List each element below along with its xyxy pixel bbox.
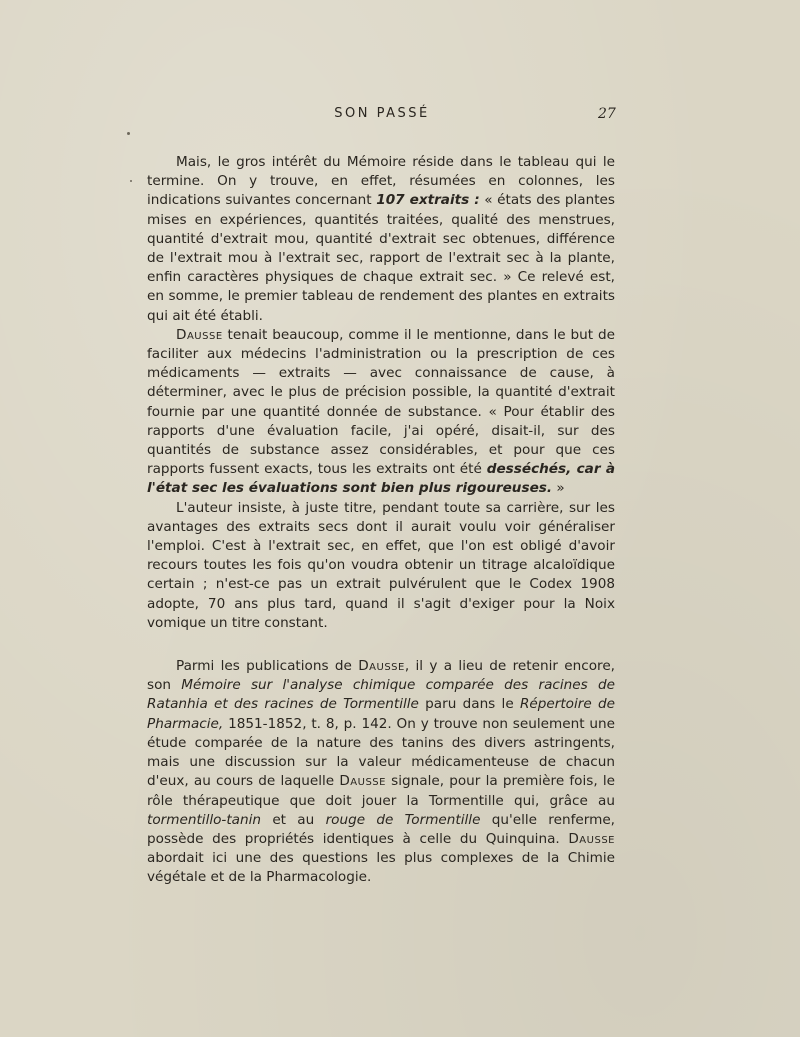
author-name: Dausse (568, 830, 615, 847)
author-name: Dausse (339, 773, 386, 790)
author-name: Dausse (176, 326, 223, 343)
author-name: Dausse (358, 658, 405, 675)
work-title: Mémoire sur l'analyse chimique comparée des racines de Ratanhia et des racines de Tormentille (147, 677, 615, 713)
journal-title: Répertoire de Pharmacie, (147, 696, 615, 732)
paragraph-2: Dausse tenait beaucoup, comme il le mentionne, dans le but de faciliter aux médecins l'administration ou la prescription de ces médicaments — extraits — avec connaissance de cause, à déterminer, avec le plus de précision possible, la quantité d'extrait fournie par une quantité donnée de substance. « Pour établir des rapports d'une évaluation facile, j'ai opéré, disait-il, sur des quantités de substance assez considérables, et pour que ces rapports fussent exacts, tous les extraits ont été desséchés, car à l'état sec les évaluations sont bien plus rigoureuses. » (147, 326, 615, 497)
text-body (147, 153, 615, 888)
paragraph-4: Parmi les publications de Dausse, il y a lieu de retenir encore, son Mémoire sur l'analyse chimique comparée des racines de Ratanhia et des racines de Tormentille paru dans le Répertoire de Pharmacie, 1851-1852, t. 8, p. 142. On y trouve non seulement une étude comparée de la nature des tanins des divers astringents, mais une discussion sur la valeur médicamenteuse de chacun d'eux, au cours de laquelle Dausse signale, pour la première fois, le rôle thérapeutique que doit jouer la Tormentille qui, grâce au tormentillo-tanin et au rouge de Tormentille qu'elle renferme, possède des propriétés identiques à celle du Quinquina. Dausse abordait ici une des questions les plus complexes de la Chimie végétale et de la Pharmacologie. (147, 658, 616, 886)
paper-speck (127, 132, 130, 135)
paragraph-3: L'auteur insiste, à juste titre, pendant toute sa carrière, sur les avantages des extraits secs dont il aurait voulu voir généraliser l'emploi. C'est à l'extrait sec, en effet, que l'on est obligé d'avoir recours toutes les fois qu'on voudra obtenir un titrage alcaloïdique certain ; n'est-ce pas un extrait pulvérulent que le Codex 1908 adopte, 70 ans plus tard, quand il s'agit d'exiger pour la Noix vomique un titre constant. (147, 499, 615, 631)
page-number: 27 (598, 106, 616, 122)
running-title: SON PASSÉ (334, 106, 430, 121)
running-head (0, 106, 800, 126)
paper-speck (130, 180, 132, 182)
paragraph-1: Mais, le gros intérêt du Mémoire réside dans le tableau qui le termine. On y trouve, en effet, résumées en colonnes, les indications suivantes concernant 107 extraits : « états des plantes mises en expériences, quantités traitées, qualité des menstrues, quantité d'extrait mou, quantité d'extrait sec obtenues, différence de l'extrait mou à l'extrait sec, rapport de l'extrait sec à la plante, enfin caractères physiques de chaque extrait sec. » Ce relevé est, en somme, le premier tableau de rendement des plantes en extraits qui ait été établi. (147, 154, 615, 324)
